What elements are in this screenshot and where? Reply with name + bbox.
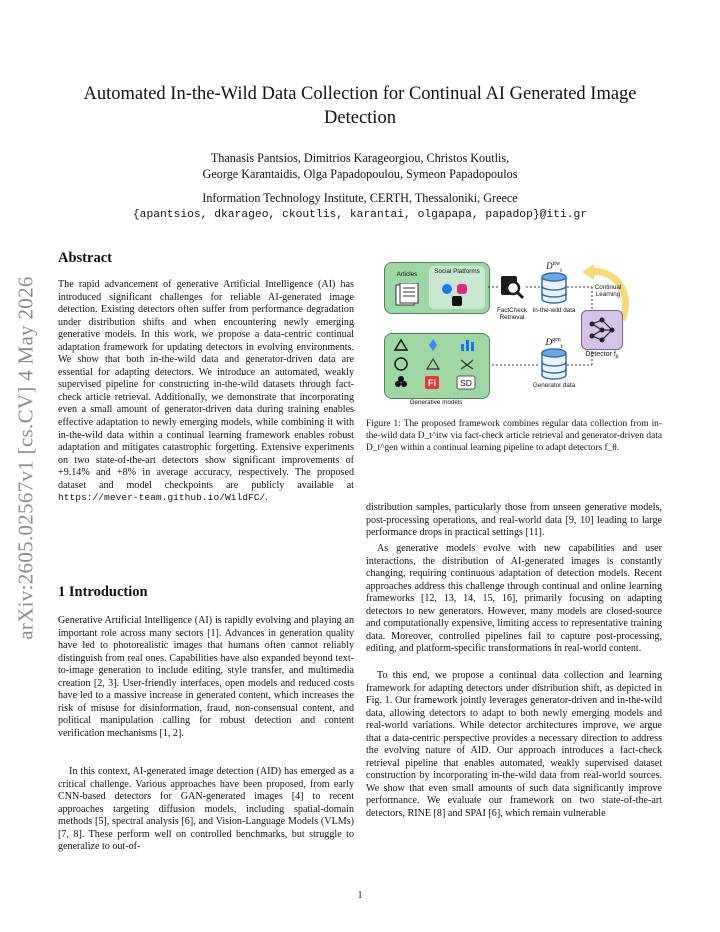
social-platforms-label: Social Platforms xyxy=(434,268,480,275)
intro-paragraph-3: distribution samples, particularly those from unseen generative models, post-processing operations, and real-world data [9, 10] leading to large performance drops in practical settings [11]. xyxy=(366,502,662,539)
chart-logo-icon xyxy=(461,340,474,351)
page-number: 1 xyxy=(357,890,363,901)
detector-label: Detector $f_\theta$ xyxy=(585,351,619,361)
dataset-url-link[interactable]: https://mever-team.github.io/WildFC/ xyxy=(58,492,266,504)
triangle-logo-icon xyxy=(427,359,439,369)
authors-line-2: George Karantaidis, Olga Papadopoulou, Symeon Papadopoulos xyxy=(202,167,518,181)
generative-models-label: Generative models xyxy=(409,399,463,406)
meta-logo-icon xyxy=(395,376,407,387)
intro-paragraph-4: As generative models evolve with new capabilities and user interactions, the distribution of AI-generated images is constantly changing, requiring continuous adaptation of detection models. Recent approaches address this challenge through continual and online learning frameworks [12, 13, 14, 15, 16], primarily focusing on adapting detectors to new generators. However, many models are closed-source and computationally expensive, limiting access to representative training data. Moreover, controlled pipelines fail to capture post-processing, editing, and platform-specific transformations in real-world content. xyxy=(366,543,662,655)
abstract-body: The rapid advancement of generative Artificial Intelligence (AI) has introduced significant challenges for reliable AI-generated image detection. Existing detectors often suffer from performance degradation under distribution shifts and when encountering newly emerging generative models. In this work, we propose a data-centric continual adaptation framework for updating detectors in evolving environments. We show that both in-the-wild data and generator-driven data are essential for adapting detectors. We introduce an automated, weakly supervised pipeline for constructing in-the-wild datasets through fact-check article retrieval. Additionally, we demonstrate that incorporating even a small amount of generator-driven data during training enables effective adaptation to newly emerging models, while combining it with in-the-wild data within a continual learning framework enables robust adaptation and mitigates catastrophic forgetting. Extensive experiments on two state-of-the-art detectors show significant improvements of +9.14% and +8% in average accuracy, respectively. The proposed dataset and model checkpoints are publicly available at xyxy=(58,279,354,491)
detector-box xyxy=(581,310,623,350)
intro-paragraph-2: In this context, AI-generated image detection (AID) has emerged as a critical challenge. Various approaches have been proposed, from early CNN-based detectors for GAN-generated images [4] to recent approaches targeting diffusion models, including spatial-domain methods [5], spectral analysis [6], and Vision-Language Models (VLMs) [7, 8]. These perform well on controlled benchmarks, but struggle to generalize to out-of- xyxy=(58,766,354,853)
continual-learning-label: Continual Learning xyxy=(594,284,622,298)
author-list xyxy=(60,150,660,182)
affiliation: Information Technology Institute, CERTH, Thessaloniki, Greece xyxy=(202,191,518,205)
factcheck-retrieval-label: FactCheck Retrieval xyxy=(496,307,528,321)
generator-database-icon xyxy=(541,348,567,380)
midjourney-icon xyxy=(395,340,407,350)
figure-caption: Figure 1: The proposed framework combines regular data collection from in-the-wild data D_t^itw via fact-check article retrieval and generator-driven data D_t^gen within a continual learning pipeline to adapt detectors f_θ. xyxy=(366,419,662,453)
arxiv-stamp-text: arXiv:2605.02567v1 [cs.CV] 4 May 2026 xyxy=(13,276,38,640)
intro-paragraph-5: To this end, we propose a continual data collection and learning framework for adapting detectors under distribution shift, as depicted in Fig. 1. Our framework jointly leverages generator-driven and in-the-wild data, allowing detectors to adapt to both newly emerging models and real-world variations. While detector architectures improve, we argue that a data-centric perspective provides a necessary direction to address the evolving nature of AID. Our approach introduces a fact-check retrieval pipeline that enables automated, weakly supervised dataset construction by incorporating in-the-wild data from real-world sources. We show that even small amounts of such data significantly improve performance. We evaluate our framework on two state-of-the-art detectors, RINE [8] and SPAI [6], which remain vulnerable xyxy=(366,670,662,820)
intro-paragraph-1: Generative Artificial Intelligence (AI) is rapidly evolving and playing an important role across many sectors [1]. Advances in generation quality have led to photorealistic images that humans often cannot reliably distinguish from real ones. Capabilities have also expanded beyond text-to-image generation to include editing, style transfer, and multimedia creation [2, 3]. User-friendly interfaces, open models and reduced costs have led to a massive increase in generated content, which increases the risk of misuse for disinformation, fraud, non-consensual content, and political manipulation calling for robust detection and content verification mechanisms [1, 2]. xyxy=(58,615,354,739)
author-emails: {apantsios, dkarageo, ckoutlis, karantai, olgapapa, papadop}@iti.gr xyxy=(132,209,588,221)
paper-title: Automated In-the-Wild Data Collection for Continual AI Generated Image Detection xyxy=(83,84,637,128)
fi-logo-text: Fi xyxy=(428,378,436,388)
sd-logo-text: SD xyxy=(460,378,472,388)
generator-logos xyxy=(391,338,483,392)
arxiv-stamp xyxy=(8,248,44,668)
d-itw-label: $D^{itw}_t$ xyxy=(546,261,562,274)
articles-label: Articles xyxy=(396,271,418,278)
generative-models-panel xyxy=(384,333,490,399)
neural-network-icon xyxy=(588,316,616,344)
in-the-wild-data-label: In-the-wild data xyxy=(532,307,576,314)
introduction-heading: 1 Introduction xyxy=(58,584,148,600)
generator-data-label: Generator data xyxy=(532,382,576,389)
d-gen-label: $D^{gen}_t$ xyxy=(545,337,563,350)
abstract-heading: Abstract xyxy=(58,250,112,266)
butterfly-icon xyxy=(461,360,473,369)
abstract-end: . xyxy=(265,492,268,504)
openai-icon xyxy=(395,358,407,370)
framework-figure xyxy=(384,262,638,408)
authors-line-1: Thanasis Pantsios, Dimitrios Karageorgiou, Christos Koutlis, xyxy=(210,151,510,165)
gemini-icon xyxy=(429,339,437,351)
abstract-text xyxy=(58,279,354,505)
